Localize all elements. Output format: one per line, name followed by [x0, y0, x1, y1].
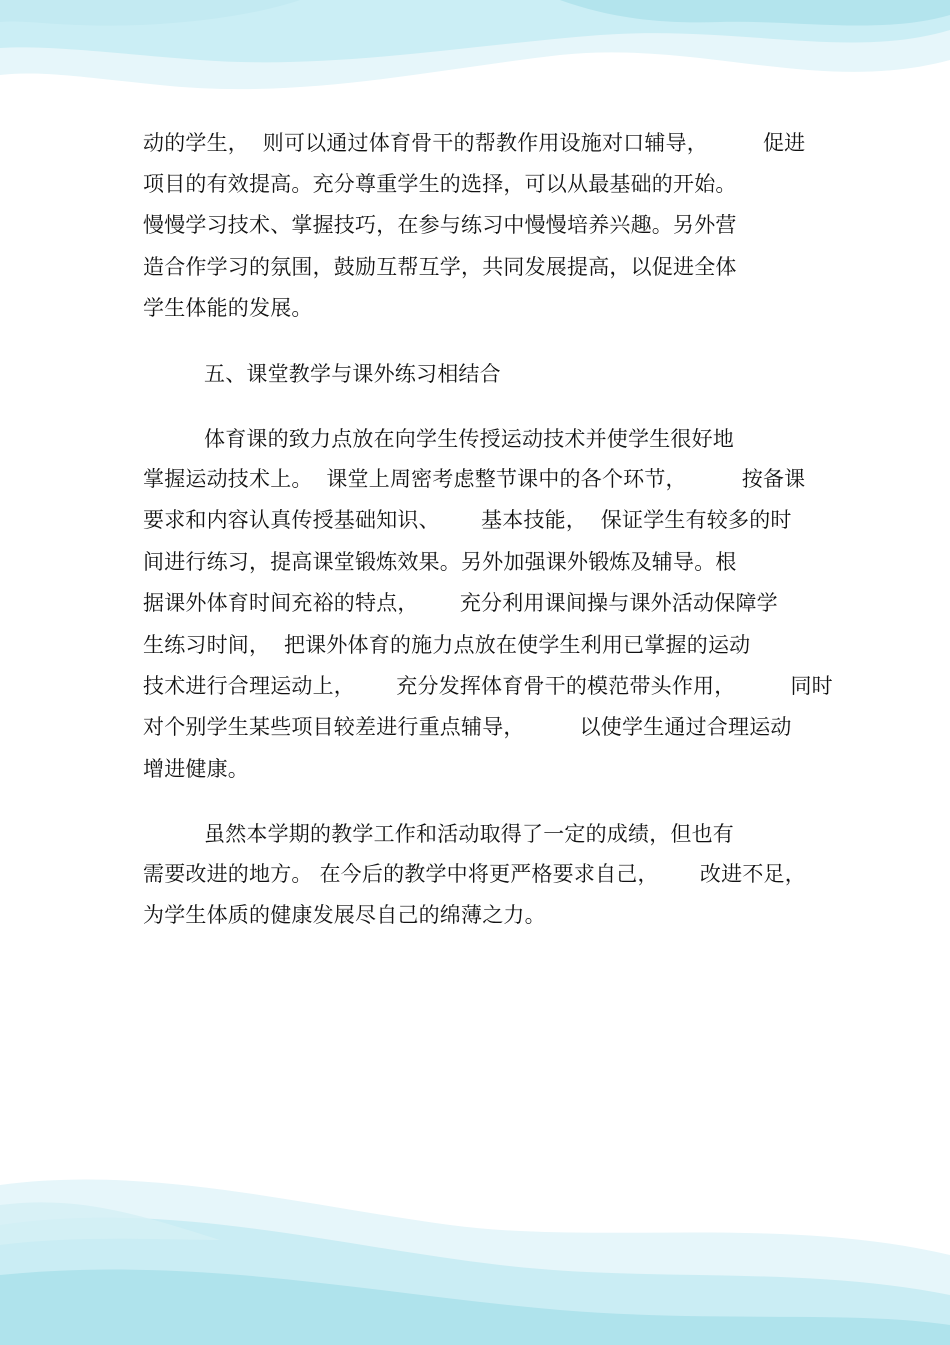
paragraph-3-line-2: 需要改进的地方。 在今后的教学中将更严格要求自己， 改进不足， [143, 862, 806, 886]
paragraph-1-line-5: 学生体能的发展。 [143, 296, 313, 320]
paragraph-2-line-9: 增进健康。 [143, 757, 249, 781]
paragraph-2-line-4: 间进行练习，提高课堂锻炼效果。另外加强课外锻炼及辅导。根 [143, 550, 737, 574]
paragraph-1-line-1: 动的学生， 则可以通过体育骨干的帮教作用设施对口辅导， 促进 [143, 131, 806, 155]
paragraph-2-line-2: 掌握运动技术上。 课堂上周密考虑整节课中的各个环节， 按备课 [143, 467, 806, 491]
bottom-decorative-ribbon [0, 1145, 950, 1345]
paragraph-2-line-8: 对个别学生某些项目较差进行重点辅导， 以使学生通过合理运动 [143, 715, 792, 739]
section-heading: 五、课堂教学与课外练习相结合 [204, 362, 501, 386]
paragraph-2-line-5: 据课外体育时间充裕的特点， 充分利用课间操与课外活动保障学 [143, 591, 778, 615]
paragraph-2-line-3: 要求和内容认真传授基础知识、 基本技能， 保证学生有较多的时 [143, 508, 792, 532]
paragraph-2-line-1: 体育课的致力点放在向学生传授运动技术并使学生很好地 [204, 427, 734, 451]
paragraph-1-line-3: 慢慢学习技术、掌握技巧，在参与练习中慢慢培养兴趣。另外营 [143, 213, 737, 237]
paragraph-2-line-7: 技术进行合理运动上， 充分发挥体育骨干的模范带头作用， 同时 [143, 674, 833, 698]
paragraph-2-line-6: 生练习时间， 把课外体育的施力点放在使学生利用已掌握的运动 [143, 633, 751, 657]
paragraph-3-line-1: 虽然本学期的教学工作和活动取得了一定的成绩，但也有 [204, 822, 734, 846]
paragraph-1-line-2: 项目的有效提高。充分尊重学生的选择，可以从最基础的开始。 [143, 172, 737, 196]
paragraph-1-line-4: 造合作学习的氛围，鼓励互帮互学，共同发展提高，以促进全体 [143, 255, 737, 279]
top-decorative-ribbon [0, 0, 950, 130]
paragraph-3-line-3: 为学生体质的健康发展尽自己的绵薄之力。 [143, 903, 546, 927]
